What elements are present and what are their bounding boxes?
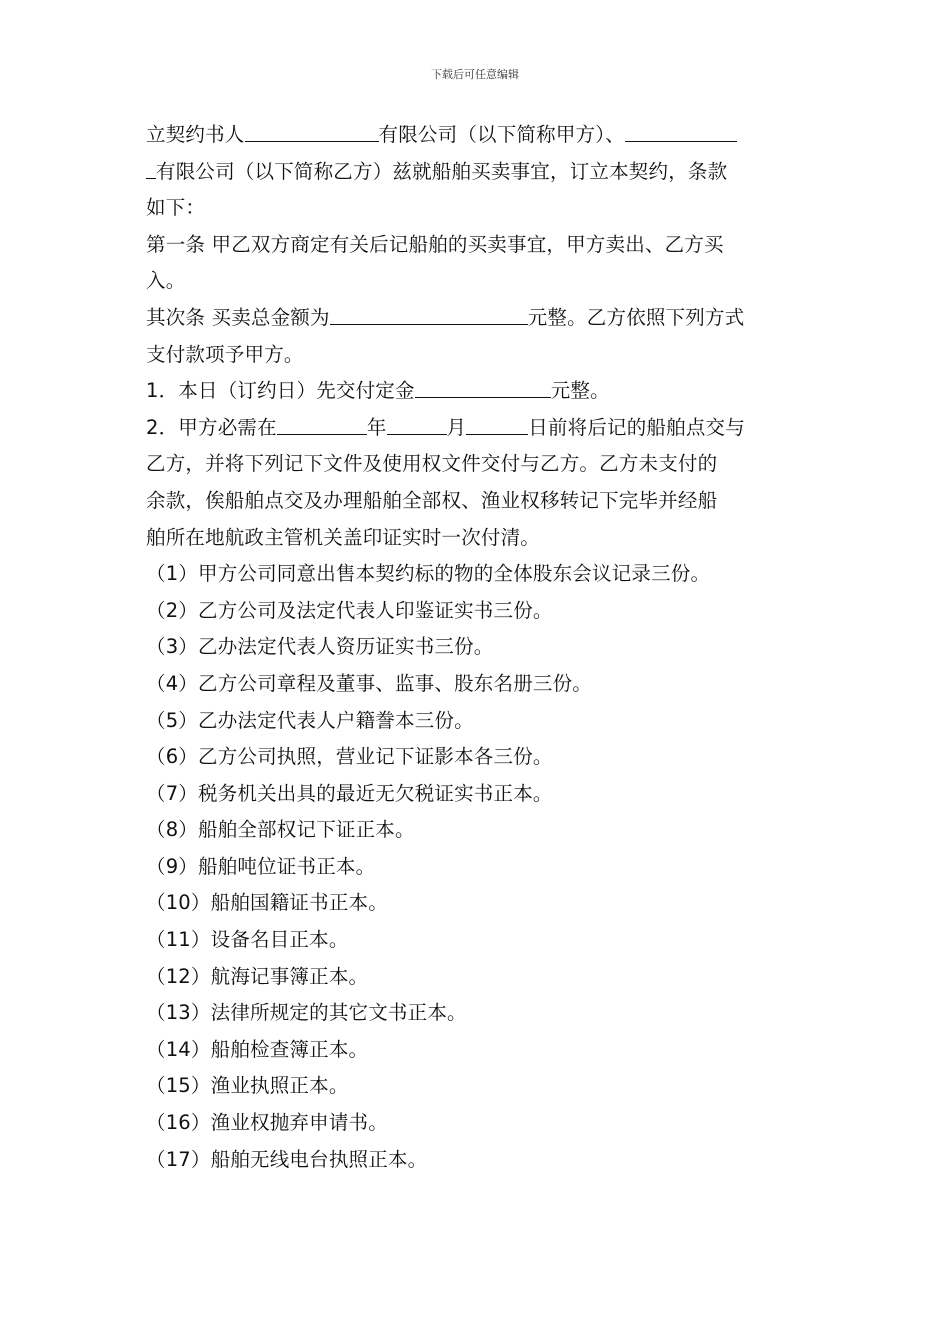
fill-in-blank xyxy=(625,124,737,142)
paragraph-line xyxy=(146,117,810,154)
text-run: 余款，俟船舶点交及办理船舶全部权、渔业权移转记下完毕并经船 xyxy=(146,488,718,512)
list-item: （5）乙办法定代表人户籍誊本三份。 xyxy=(146,708,474,732)
text-run: 元整。 xyxy=(550,379,610,403)
text-run: 立契约书人 xyxy=(146,123,245,146)
text-run: 年 xyxy=(366,415,387,439)
fill-in-blank xyxy=(466,417,528,435)
fill-in-blank xyxy=(277,417,367,435)
page-header: 下载后可任意编辑 xyxy=(431,68,519,81)
fill-in-blank xyxy=(146,161,156,179)
fill-in-blank xyxy=(330,307,528,325)
list-item: （13）法律所规定的其它文书正本。 xyxy=(146,1001,467,1025)
text-run: 如下： xyxy=(146,196,206,220)
list-item: （7）税务机关出具的最近无欠税证实书正本。 xyxy=(146,781,553,805)
text-run: 月 xyxy=(446,415,467,439)
text-run: 舶所在地航政主管机关盖印证实时一次付清。 xyxy=(146,525,541,549)
text-run: 有限公司（以下简称甲方）、 xyxy=(378,123,625,146)
list-item: （15）渔业执照正本。 xyxy=(146,1074,349,1098)
list-item: （9）船舶吨位证书正本。 xyxy=(146,854,376,878)
text-run: 其次条 买卖总金额为 xyxy=(146,305,330,329)
paragraph-line xyxy=(146,227,810,264)
document-list xyxy=(146,556,810,1178)
document-body xyxy=(146,117,810,1178)
contract-paragraphs xyxy=(146,117,810,556)
text-run: 2．甲方必需在 xyxy=(146,415,277,439)
paragraph-line xyxy=(146,373,810,410)
list-item: （16）渔业权抛弃申请书。 xyxy=(146,1111,388,1135)
list-item: （3）乙办法定代表人资历证实书三份。 xyxy=(146,635,494,659)
paragraph-line xyxy=(146,263,810,300)
paragraph-line xyxy=(146,446,810,483)
list-item: （14）船舶检查簿正本。 xyxy=(146,1037,369,1061)
text-run: 第一条 甲乙双方商定有关后记船舶的买卖事宜，甲方卖出、乙方买 xyxy=(146,232,724,256)
list-item: （10）船舶国籍证书正本。 xyxy=(146,891,388,915)
text-run: 支付款项予甲方。 xyxy=(146,342,304,366)
list-item: （1）甲方公司同意出售本契约标的物的全体股东会议记录三份。 xyxy=(146,562,711,586)
list-item: （2）乙方公司及法定代表人印鉴证实书三份。 xyxy=(146,598,553,622)
list-item: （11）设备名目正本。 xyxy=(146,928,349,952)
paragraph-line xyxy=(146,154,810,191)
paragraph-line xyxy=(146,300,810,337)
list-item: （6）乙方公司执照，营业记下证影本各三份。 xyxy=(146,745,553,769)
text-run: 元整。乙方依照下列方式 xyxy=(527,305,745,329)
text-run: 日前将后记的船舶点交与 xyxy=(528,415,745,439)
fill-in-blank xyxy=(245,124,379,142)
list-item: （8）船舶全部权记下证正本。 xyxy=(146,818,415,842)
list-item: （12）航海记事簿正本。 xyxy=(146,964,369,988)
text-run: 有限公司（以下简称乙方）兹就船舶买卖事宜，订立本契约，条款 xyxy=(156,159,728,183)
list-item: （4）乙方公司章程及董事、监事、股东名册三份。 xyxy=(146,671,593,695)
list-item: （17）船舶无线电台执照正本。 xyxy=(146,1147,428,1171)
paragraph-line xyxy=(146,483,810,520)
fill-in-blank xyxy=(387,417,447,435)
paragraph-line xyxy=(146,190,810,227)
fill-in-blank xyxy=(415,380,551,398)
paragraph-line xyxy=(146,337,810,374)
text-run: 1．本日（订约日）先交付定金 xyxy=(146,379,415,403)
paragraph-line xyxy=(146,410,810,447)
text-run: 入。 xyxy=(146,269,186,293)
paragraph-line xyxy=(146,520,810,557)
text-run: 乙方，并将下列记下文件及使用权文件交付与乙方。乙方未支付的 xyxy=(146,452,718,476)
